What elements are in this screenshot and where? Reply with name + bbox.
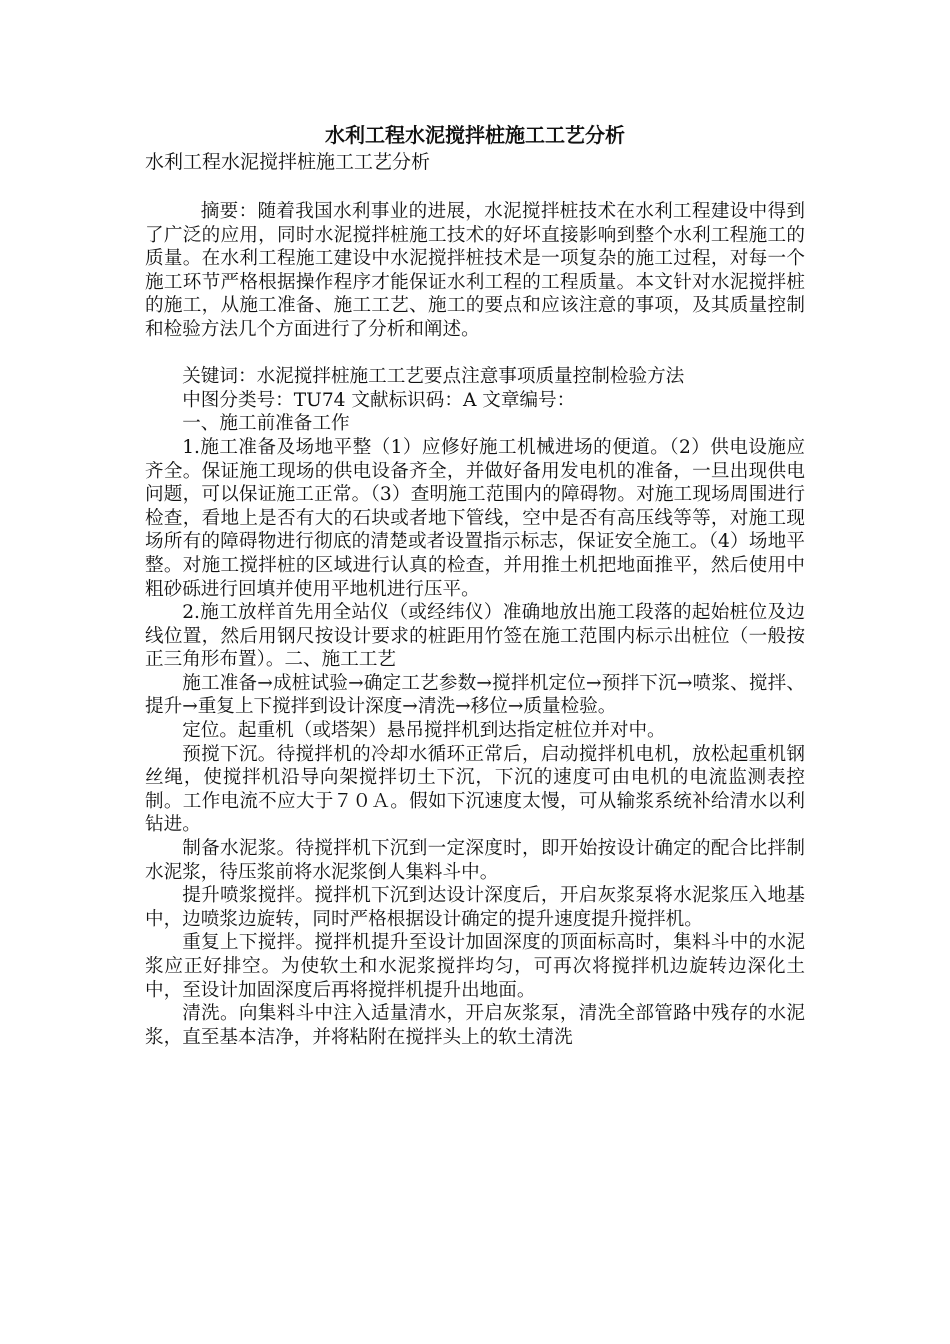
body-paragraph: 定位。起重机（或塔架）悬吊搅拌机到达指定桩位并对中。 xyxy=(182,720,666,742)
body-paragraph: 提升喷浆搅拌。搅拌机下沉到达设计深度后，开启灰浆泵将水泥浆压入地基中，边喷浆边旋转，同时严格根据设计确定的提升速度提升搅拌机。 xyxy=(145,885,805,930)
classification-paragraph: 中图分类号：TU74 文献标识码：A 文章编号： xyxy=(182,389,576,411)
body-paragraph: 预搅下沉。待搅拌机的冷却水循环正常后，启动搅拌机电机，放松起重机钢丝绳，使搅拌机沿导向架搅拌切土下沉，下沉的速度可由电机的电流监测表控制。工作电流不应大于７０Ａ。假如下沉速度太慢，可从输浆系统补给清水以利钻进。 xyxy=(145,743,805,836)
body-paragraph: 清洗。向集料斗中注入适量清水，开启灰浆泵，清洗全部管路中残存的水泥浆，直至基本洁净，并将粘附在搅拌头上的软土清洗 xyxy=(145,1003,805,1048)
abstract-paragraph: 摘要：随着我国水利事业的进展，水泥搅拌桩技术在水利工程建设中得到了广泛的应用，同时水泥搅拌桩施工技术的好坏直接影响到整个水利工程施工的质量。在水利工程施工建设中水泥搅拌桩技术是一项复杂的施工过程，对每一个施工环节严格根据操作程序才能保证水利工程的工程质量。本文针对水泥搅拌桩的施工，从施工准备、施工工艺、施工的要点和应该注意的事项，及其质量控制和检验方法几个方面进行了分析和阐述。 xyxy=(145,201,805,340)
document-body xyxy=(145,200,805,1049)
body-paragraph: 施工准备→成桩试验→确定工艺参数→搅拌机定位→预拌下沉→喷浆、搅拌、提升→重复上下搅拌到设计深度→清洗→移位→质量检验。 xyxy=(145,672,805,718)
body-paragraph: 重复上下搅拌。搅拌机提升至设计加固深度的顶面标高时，集料斗中的水泥浆应正好排空。为使软土和水泥浆搅拌均匀，可再次将搅拌机边旋转边深化土中，至设计加固深度后再将搅拌机提升出地面。 xyxy=(145,932,805,1001)
keywords-paragraph: 关键词：水泥搅拌桩施工工艺要点注意事项质量控制检验方法 xyxy=(182,366,685,388)
body-paragraph: 2.施工放样首先用全站仪（或经纬仪）准确地放出施工段落的起始桩位及边线位置，然后用钢尺按设计要求的桩距用竹签在施工范围内标示出桩位（一般按正三角形布置）。二、施工工艺 xyxy=(145,602,805,671)
document-subtitle: 水利工程水泥搅拌桩施工工艺分析 xyxy=(145,151,431,173)
body-paragraph: 1.施工准备及场地平整（1）应修好施工机械进场的便道。（2）供电设施应齐全。保证施工现场的供电设备齐全，并做好备用发电机的准备，一旦出现供电问题，可以保证施工正常。（3）查明施工范围内的障碍物。对施工现场周围进行检查，看地上是否有大的石块或者地下管线，空中是否有高压线等等，对施工现场所有的障碍物进行彻底的清楚或者设置指示标志，保证安全施工。（4）场地平整。对施工搅拌桩的区域进行认真的检查，并用推土机把地面推平，然后使用中粗砂砾进行回填并使用平地机进行压平。 xyxy=(145,436,805,600)
section-heading: 一、施工前准备工作 xyxy=(182,413,350,435)
document-title: 水利工程水泥搅拌桩施工工艺分析 xyxy=(325,123,625,147)
body-paragraph: 制备水泥浆。待搅拌机下沉到一定深度时，即开始按设计确定的配合比拌制水泥浆，待压浆前将水泥浆倒人集料斗中。 xyxy=(145,838,805,883)
